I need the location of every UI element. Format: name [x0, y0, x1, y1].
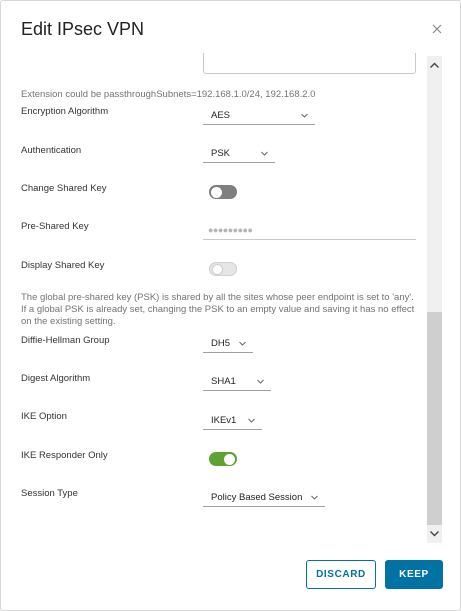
change-shared-key-label: Change Shared Key: [21, 183, 107, 194]
scroll-up-arrow-icon: [427, 58, 442, 73]
pre-shared-key-masked-value: ●●●●●●●●●: [208, 225, 253, 235]
digest-algorithm-select[interactable]: [203, 373, 271, 391]
toggle-knob: [211, 187, 222, 198]
authentication-value: PSK: [211, 148, 231, 159]
session-type-select[interactable]: [203, 489, 325, 507]
pre-shared-key-label: Pre-Shared Key: [21, 221, 89, 232]
extension-note: Extension could be passthroughSubnets=192.168.1.0/24, 192.168.2.0: [21, 89, 316, 100]
session-type-value: Policy Based Session: [211, 492, 303, 503]
change-shared-key-toggle[interactable]: [209, 185, 237, 199]
ike-option-label: IKE Option: [21, 411, 67, 422]
pre-shared-key-input[interactable]: [203, 223, 416, 240]
scroll-up-button[interactable]: [427, 58, 442, 73]
display-shared-key-label: Display Shared Key: [21, 260, 105, 271]
authentication-label: Authentication: [21, 145, 82, 156]
chevron-down-icon: [261, 151, 268, 156]
scroll-down-button[interactable]: [427, 526, 442, 541]
diffie-hellman-group-label: Diffie-Hellman Group: [21, 335, 110, 346]
digest-algorithm-value: SHA1: [211, 376, 236, 387]
toggle-knob: [212, 264, 223, 275]
scrollbar-thumb[interactable]: [427, 312, 442, 525]
ike-option-value: IKEv1: [211, 415, 237, 426]
vertical-scrollbar[interactable]: [427, 56, 442, 543]
chevron-down-icon: [248, 418, 255, 423]
form-scroll-area: [1, 51, 427, 543]
diffie-hellman-group-select[interactable]: [203, 335, 253, 353]
dialog-title: Edit IPsec VPN: [21, 19, 145, 39]
scroll-down-arrow-icon: [427, 526, 442, 541]
chevron-down-icon: [301, 113, 308, 118]
diffie-hellman-group-value: DH5: [211, 338, 231, 349]
chevron-down-icon: [239, 341, 246, 346]
toggle-knob: [224, 454, 235, 465]
chevron-down-icon: [257, 379, 264, 384]
session-type-label: Session Type: [21, 488, 78, 499]
discard-button[interactable]: DISCARD: [306, 560, 376, 589]
encryption-algorithm-select[interactable]: [203, 107, 315, 125]
close-icon: [430, 22, 444, 36]
encryption-algorithm-value: AES: [211, 110, 231, 121]
authentication-select[interactable]: [203, 145, 275, 163]
keep-button[interactable]: KEEP: [385, 560, 443, 589]
digest-algorithm-label: Digest Algorithm: [21, 373, 91, 384]
display-shared-key-toggle: [209, 262, 237, 276]
ike-responder-only-toggle[interactable]: [209, 452, 237, 466]
chevron-down-icon: [311, 495, 318, 500]
encryption-algorithm-label: Encryption Algorithm: [21, 106, 109, 117]
global-psk-note: The global pre-shared key (PSK) is shared by all the sites whose peer endpoint is set to 'any'. If a global PSK is already set, changing the PSK to an empty value and saving it has no effect on the existing setting.: [21, 292, 415, 327]
passthrough-subnets-input[interactable]: [203, 53, 416, 74]
ike-option-select[interactable]: [203, 412, 262, 430]
close-button[interactable]: [430, 22, 444, 36]
ike-responder-only-label: IKE Responder Only: [21, 450, 108, 461]
